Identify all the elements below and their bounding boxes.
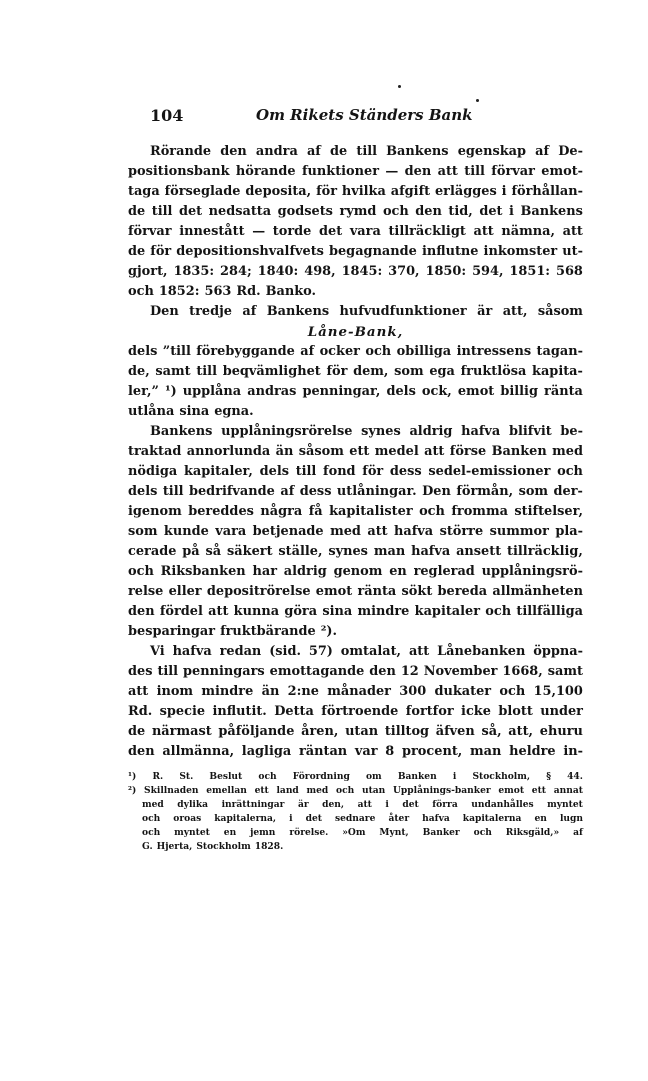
text-line: igenom bereddes några få kapitalister och fromma stiftelser, (128, 504, 583, 519)
text-line: gjort, 1835: 284; 1840: 498, 1845: 370, 1850: 594, 1851: 568 (128, 264, 583, 279)
text-line: ler,” ¹) upplåna andras penningar, dels ock, emot billig ränta (128, 384, 583, 399)
section-heading: Låne-Bank, (307, 324, 404, 340)
page-number: 104 (150, 106, 184, 125)
text-line: des till penningars emottagande den 12 November 1668, samt (128, 664, 583, 679)
text-line: de för depositionshvalfvets begagnande influtne inkomster ut- (128, 244, 583, 259)
footnote-2: ²) Skillnaden emellan ett land med och utan Upplånings-banker emot ett annat (128, 785, 583, 796)
body-text (128, 142, 583, 762)
text-line: taga förseglade deposita, för hvilka afgift erlägges i förhållan- (128, 184, 583, 199)
text-line: och Riksbanken har aldrig genom en reglerad upplåningsrö- (128, 564, 583, 579)
running-head: Om Rikets Ständers Bank (256, 106, 473, 124)
footnote-2-line: och oroas kapitalerna, i det sednare åter hafva kapitalerna en lugn (142, 813, 583, 824)
text-line: de närmast påföljande åren, utan tilltog äfven så, att, ehuru (128, 724, 583, 739)
text-line: den fördel att kunna göra sina mindre kapitaler och tillfälliga (128, 604, 583, 619)
text-line: cerade på så säkert ställe, synes man hafva ansett tillräcklig, (128, 544, 583, 559)
footnote-2-line: och myntet en jemn rörelse. »Om Mynt, Banker och Riksgäld,» af (142, 827, 583, 838)
page-header (150, 106, 580, 128)
text-line: traktad annorlunda än såsom ett medel att förse Banken med (128, 444, 583, 459)
text-line: Rörande den andra af de till Bankens egenskap af De- (150, 144, 583, 159)
footnotes (128, 770, 583, 854)
text-line: positionsbank hörande funktioner — den att till förvar emot- (128, 164, 583, 179)
text-line: utlåna sina egna. (128, 404, 254, 419)
text-line: dels ”till förebyggande af ocker och obilliga intressens tagan- (128, 344, 583, 359)
text-line: Rd. specie influtit. Detta förtroende fortfor icke blott under (128, 704, 583, 719)
text-line: de, samt till beqvämlighet för dem, som ega fruktlösa kapita- (128, 364, 583, 379)
text-line: Den tredje af Bankens hufvudfunktioner är att, såsom (150, 304, 583, 319)
footnote-1: ¹) R. St. Beslut och Förordning om Banken i Stockholm, § 44. (128, 771, 583, 782)
text-line: och 1852: 563 Rd. Banko. (128, 284, 317, 299)
text-line: den allmänna, lagliga räntan var 8 procent, man heldre in- (128, 744, 583, 759)
text-line: förvar innestått — torde det vara tillräckligt att nämna, att (128, 224, 583, 239)
text-line: relse eller depositrörelse emot ränta sökt bereda allmänheten (128, 584, 583, 599)
text-line: de till det nedsatta godsets rymd och den tid, det i Bankens (128, 204, 583, 219)
text-line: nödiga kapitaler, dels till fond för dess sedel-emissioner och (128, 464, 583, 479)
text-line: besparingar fruktbärande ²). (128, 624, 337, 639)
text-line: dels till bedrifvande af dess utlåningar. Den förmån, som der- (128, 484, 583, 499)
text-line: att inom mindre än 2:ne månader 300 dukater och 15,100 (128, 684, 583, 699)
text-line: Vi hafva redan (sid. 57) omtalat, att Lånebanken öppna- (150, 644, 583, 659)
text-line: Bankens upplåningsrörelse synes aldrig hafva blifvit be- (150, 424, 583, 439)
footnote-2-line: med dylika inrättningar är den, att i det förra undanhålles myntet (142, 799, 583, 810)
text-line: som kunde vara betjenade med att hafva större summor pla- (128, 524, 583, 539)
footnote-2-line: G. Hjerta, Stockholm 1828. (142, 841, 284, 852)
